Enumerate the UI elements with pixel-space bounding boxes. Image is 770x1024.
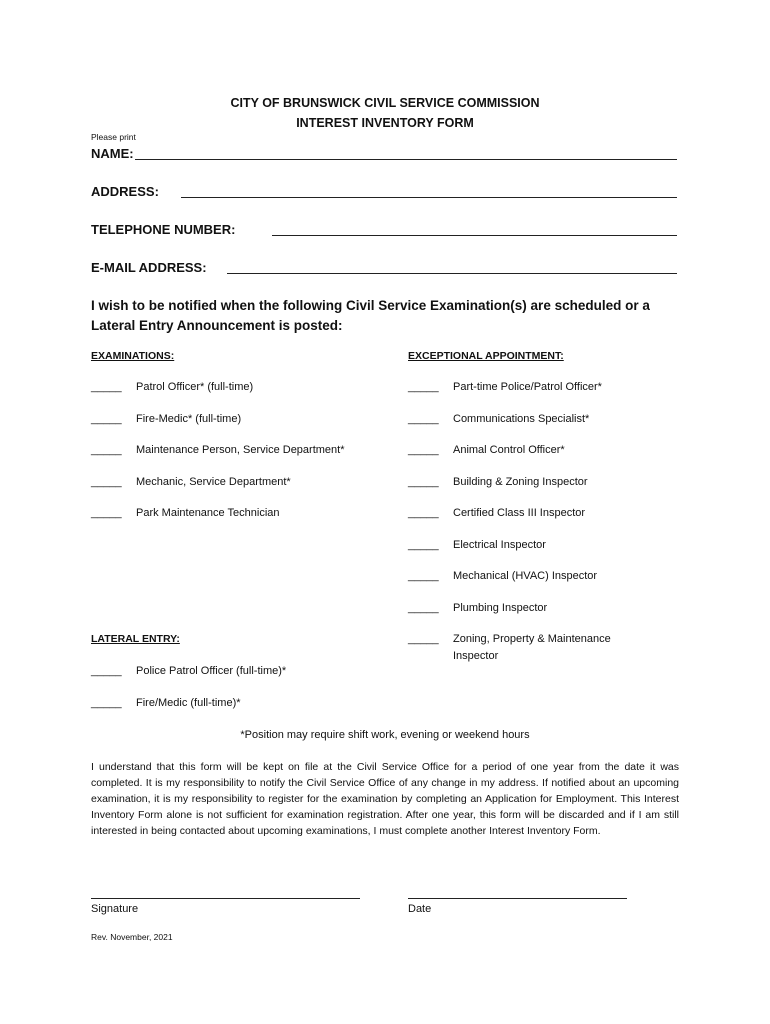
lateral-entry-heading: LATERAL ENTRY: (91, 633, 180, 645)
exam-blank[interactable]: _____ (91, 381, 122, 393)
exceptional-item-continued: Inspector (453, 650, 499, 662)
exceptional-item: Communications Specialist* (453, 413, 590, 425)
exam-blank[interactable]: _____ (91, 507, 122, 519)
email-field-line[interactable] (227, 273, 677, 274)
exceptional-blank[interactable]: _____ (408, 413, 439, 425)
exceptional-blank[interactable]: _____ (408, 570, 439, 582)
date-line[interactable] (408, 898, 627, 899)
exceptional-item: Zoning, Property & Maintenance (453, 633, 611, 645)
date-label: Date (408, 903, 432, 915)
exceptional-item: Animal Control Officer* (453, 444, 565, 456)
exceptional-blank[interactable]: _____ (408, 507, 439, 519)
address-field-line[interactable] (181, 197, 677, 198)
lateral-item: Fire/Medic (full-time)* (136, 697, 241, 709)
lateral-blank[interactable]: _____ (91, 665, 122, 677)
exceptional-blank[interactable]: _____ (408, 381, 439, 393)
exam-item: Patrol Officer* (full-time) (136, 381, 254, 393)
name-label: NAME: (91, 146, 134, 161)
exam-blank[interactable]: _____ (91, 444, 122, 456)
exceptional-item: Certified Class III Inspector (453, 507, 586, 519)
exceptional-heading: EXCEPTIONAL APPOINTMENT: (408, 350, 564, 362)
exam-item: Mechanic, Service Department* (136, 476, 291, 488)
exceptional-item: Building & Zoning Inspector (453, 476, 588, 488)
exam-item: Fire-Medic* (full-time) (136, 413, 242, 425)
form-title: INTEREST INVENTORY FORM (296, 116, 474, 130)
revision-date: Rev. November, 2021 (91, 932, 173, 942)
telephone-field-line[interactable] (272, 235, 677, 236)
please-print-note: Please print (91, 132, 136, 142)
address-label: ADDRESS: (91, 184, 159, 199)
exceptional-blank[interactable]: _____ (408, 602, 439, 614)
telephone-label: TELEPHONE NUMBER: (91, 222, 236, 237)
signature-label: Signature (91, 903, 139, 915)
name-field-line[interactable] (135, 159, 677, 160)
intro-line-2: Lateral Entry Announcement is posted: (91, 318, 343, 333)
exceptional-blank[interactable]: _____ (408, 444, 439, 456)
intro-line-1: I wish to be notified when the following Civil Service Examination(s) are scheduled or a (91, 298, 650, 313)
shift-work-note: *Position may require shift work, evening or weekend hours (240, 729, 530, 741)
exam-item: Park Maintenance Technician (136, 507, 280, 519)
exceptional-item: Electrical Inspector (453, 539, 546, 551)
exam-item: Maintenance Person, Service Department* (136, 444, 345, 456)
exceptional-item: Mechanical (HVAC) Inspector (453, 570, 598, 582)
examinations-heading: EXAMINATIONS: (91, 350, 175, 362)
lateral-blank[interactable]: _____ (91, 697, 122, 709)
acknowledgement-paragraph: I understand that this form will be kept on file at the Civil Service Office for a period of one year from the date it was completed. It is my responsibility to notify the Civil Service Office of any change in my address. If notified about an upcoming examination, it is my responsibility to register for the examination by completing an Application for Employment. This Interest Inventory Form alone is not sufficient for examination registration. After one year, this form will be discarded and if I am still interested in being contacted about upcoming examinations, I must complete another Interest Inventory Form. (91, 761, 679, 837)
exceptional-blank[interactable]: _____ (408, 633, 439, 645)
exam-blank[interactable]: _____ (91, 413, 122, 425)
form-title-commission: CITY OF BRUNSWICK CIVIL SERVICE COMMISSION (230, 96, 540, 110)
exam-blank[interactable]: _____ (91, 476, 122, 488)
exceptional-blank[interactable]: _____ (408, 539, 439, 551)
exceptional-item: Part-time Police/Patrol Officer* (453, 381, 602, 393)
signature-line[interactable] (91, 898, 360, 899)
exceptional-blank[interactable]: _____ (408, 476, 439, 488)
exceptional-item: Plumbing Inspector (453, 602, 548, 614)
email-label: E-MAIL ADDRESS: (91, 260, 207, 275)
lateral-item: Police Patrol Officer (full-time)* (136, 665, 287, 677)
